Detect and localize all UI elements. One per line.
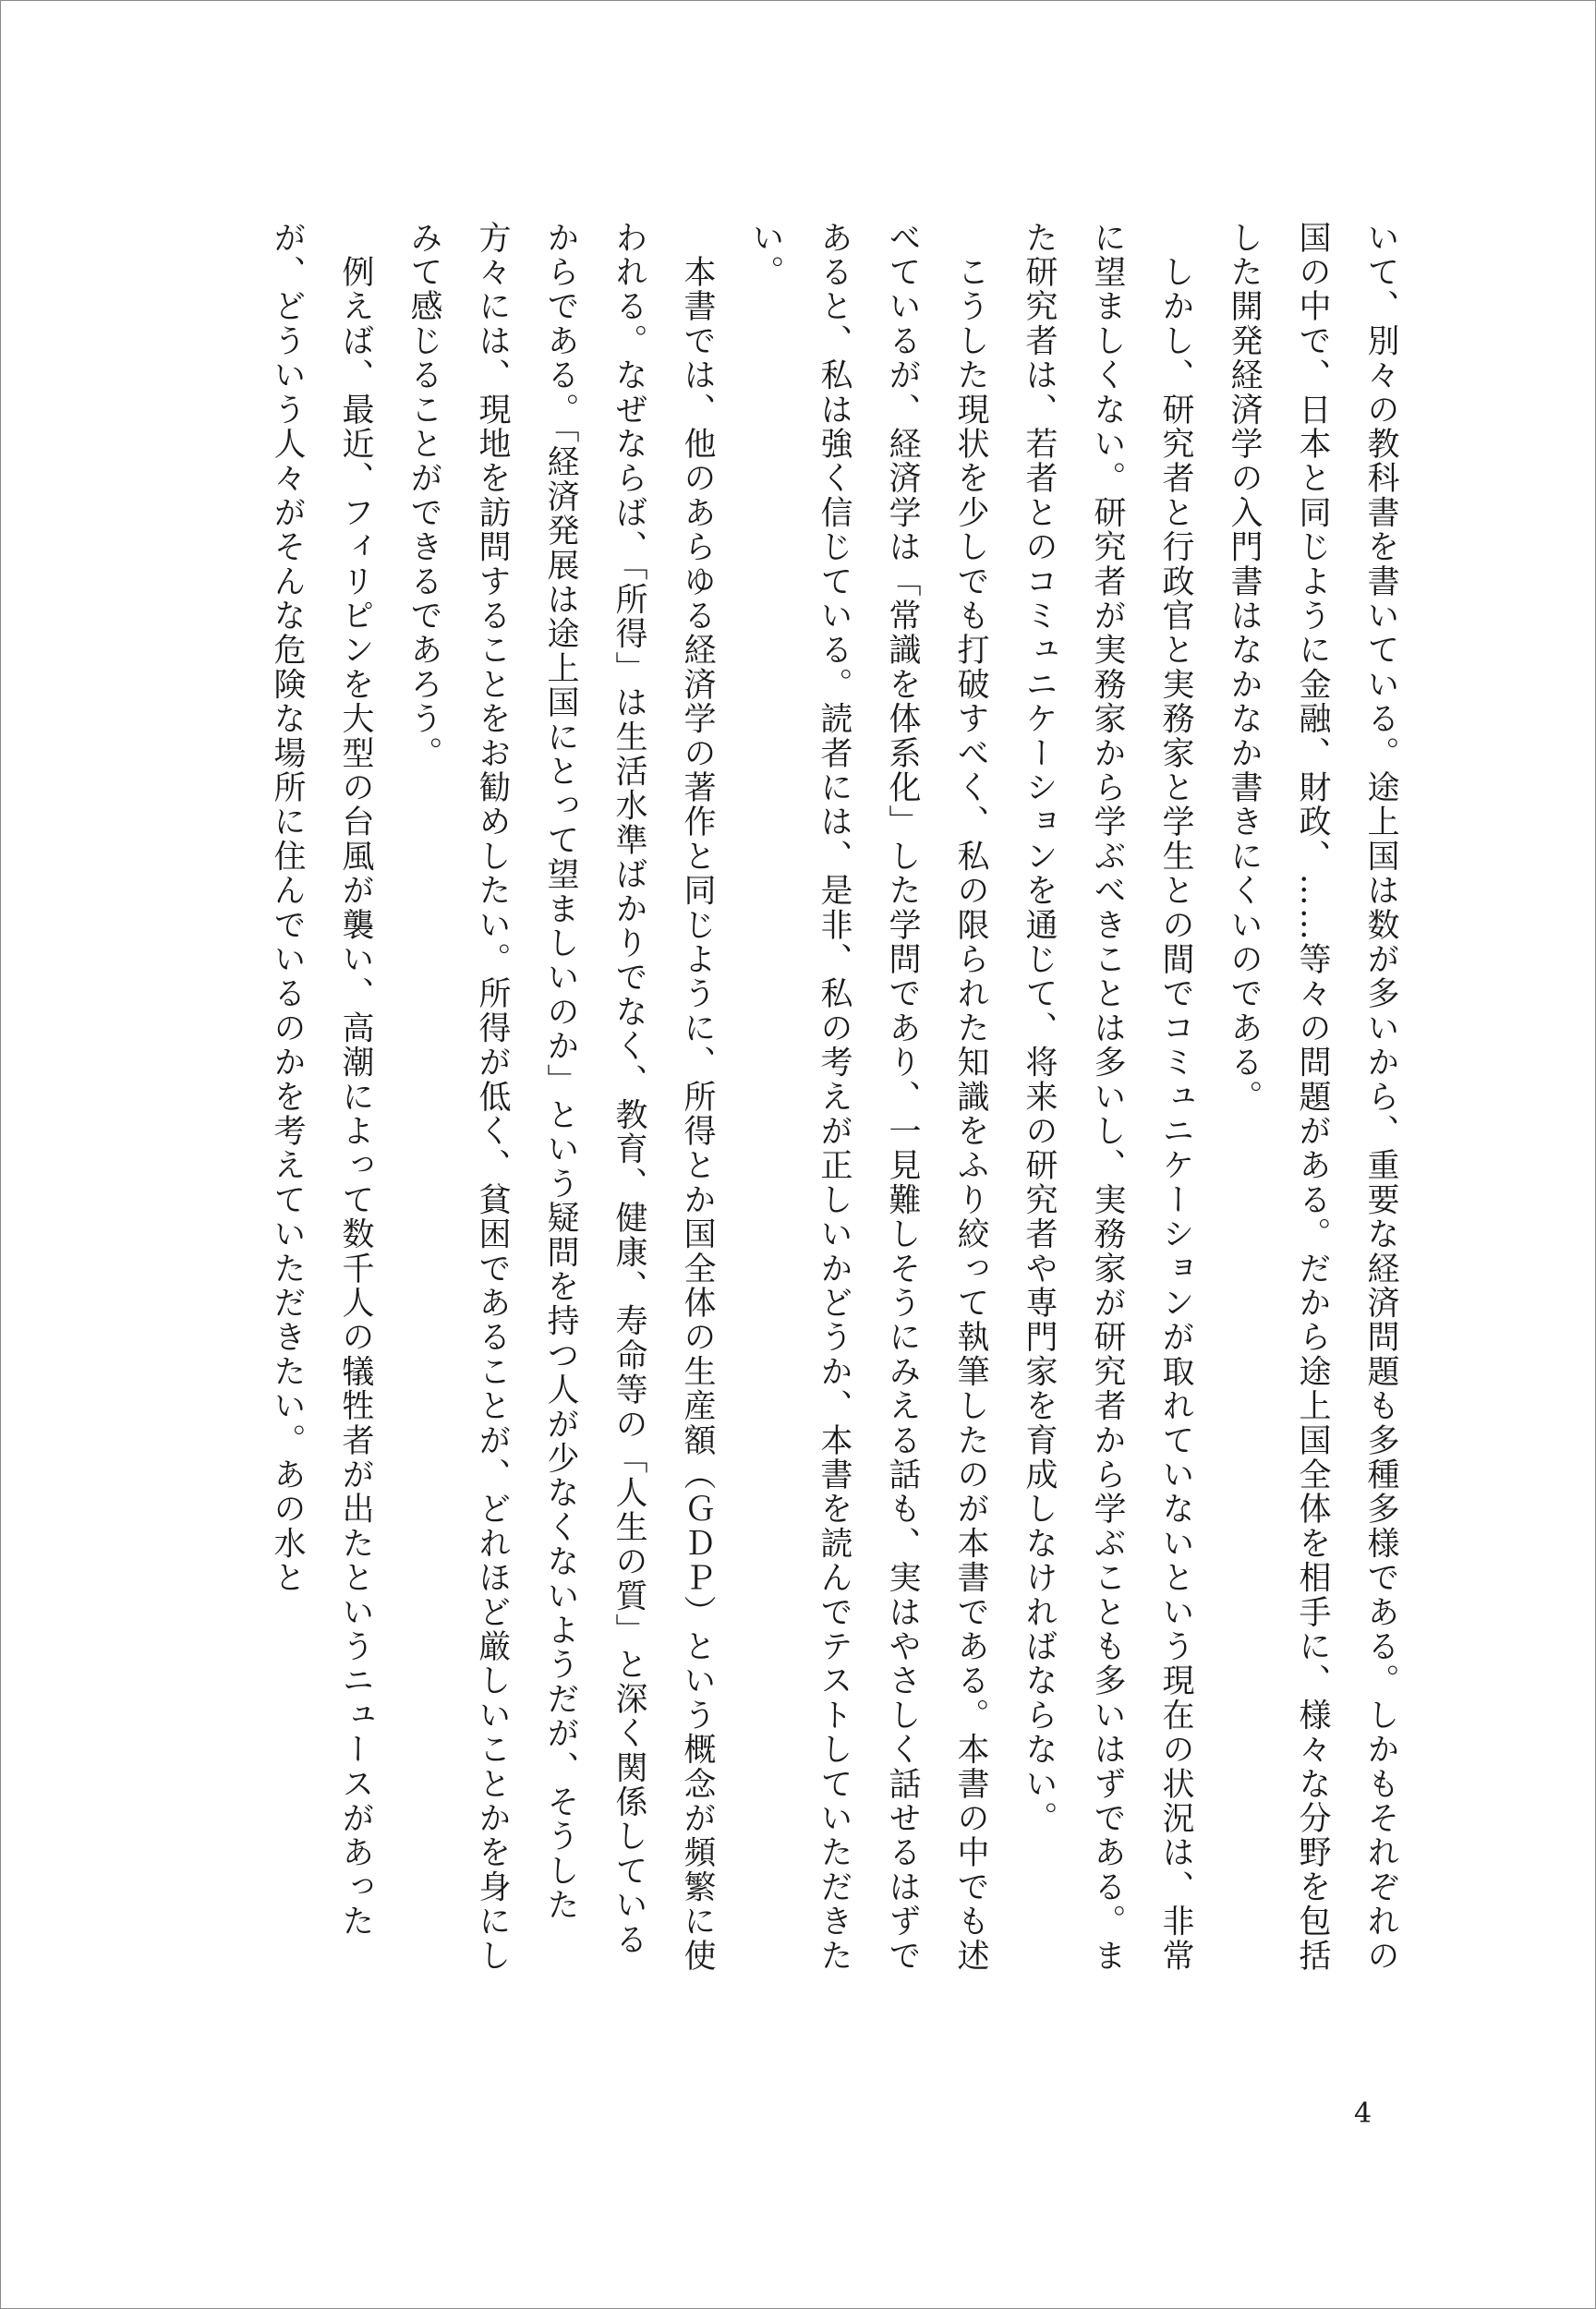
paragraph: 例えば、最近、フィリピンを大型の台風が襲い、高潮によって数千人の犠牲者が出たというニュースがあったが、どういう人々がそんな危険な場所に住んでいるのかを考えていただきたい。あの水と <box>269 221 374 1939</box>
page-number: 4 <box>1354 2097 1372 2130</box>
paragraph: しかし、研究者と行政官と実務家と学生との間でコミュニケーションが取れていないという現在の状況は、非常に望ましくない。研究者が実務家から学ぶべきことは多いし、実務家が研究者から学ぶことも多いはずである。また研究者は、若者とのコミュニケーションを通じて、将来の研究者や専門家を育成しなければならない。 <box>1021 221 1194 1974</box>
body-text <box>187 221 1415 1976</box>
paragraph: いて、別々の教科書を書いている。途上国は数が多いから、重要な経済問題も多種多様である。しかもそれぞれの国の中で、日本と同じように金融、財政、……等々の問題がある。だから途上国全体を相手に、様々な分野を包括した開発経済学の入門書はなかなか書きにくいのである。 <box>1226 221 1399 1974</box>
paragraph: 本書では、他のあらゆる経済学の著作と同じように、所得とか国全体の生産額（ＧＤＰ）という概念が頻繁に使われる。なぜならば、「所得」は生活水準ばかりでなく、教育、健康、寿命等の「人生の質」と深く関係しているからである。「経済発展は途上国にとって望ましいのか」という疑問を持つ人が少なくないようだが、そうした方々には、現地を訪問することをお勧めしたい。所得が低く、貧困であることが、どれほど厳しいことかを身にしみて感じることができるであろう。 <box>405 221 716 1974</box>
paragraph: こうした現状を少しでも打破すべく、私の限られた知識をふり絞って執筆したのが本書である。本書の中でも述べているが、経済学は「常識を体系化」した学問であり、一見難しそうにみえる話も、実はやさしく話せるはずであると、私は強く信じている。読者には、是非、私の考えが正しいかどうか、本書を読んでテストしていただきたい。 <box>747 221 989 1974</box>
